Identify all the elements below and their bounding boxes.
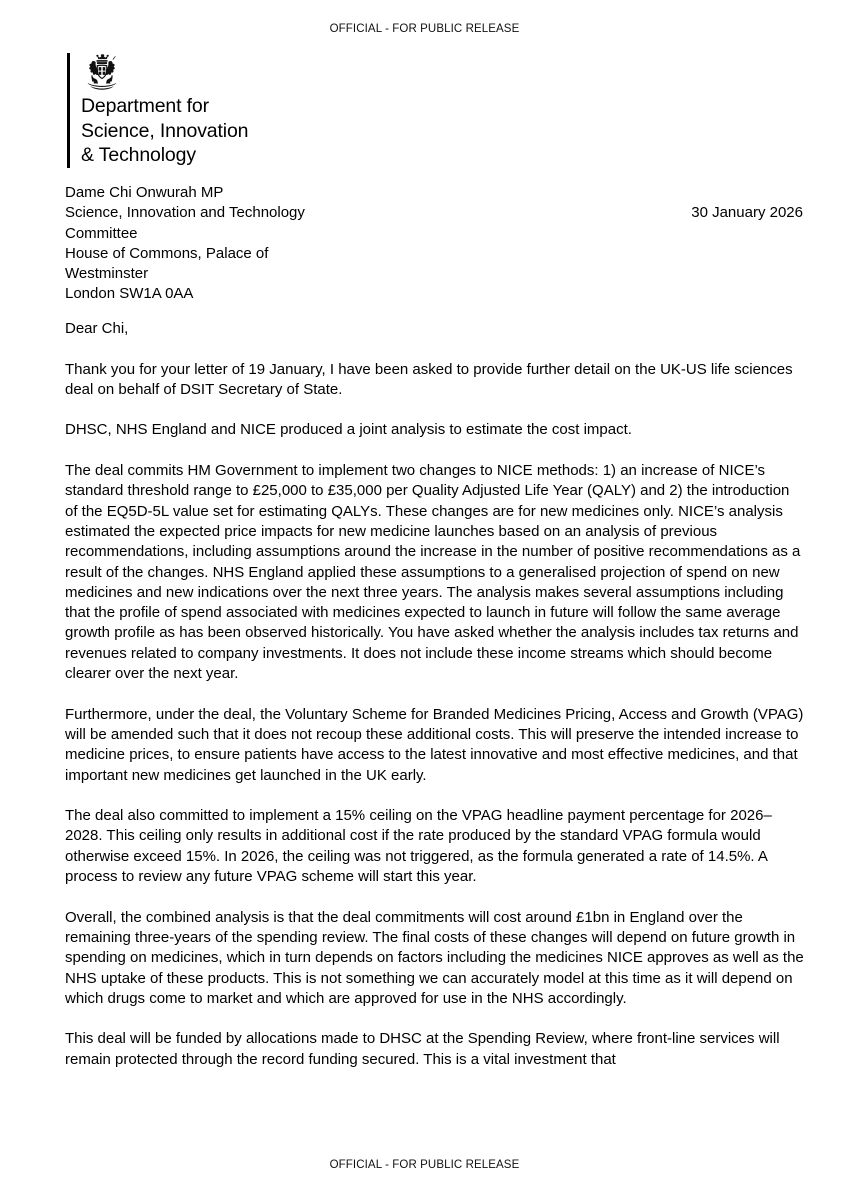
department-name <box>81 94 248 168</box>
department-name-line-2: Science, Innovation <box>81 119 249 142</box>
letterhead-content <box>70 53 248 168</box>
body-paragraph-4: Furthermore, under the deal, the Voluntary Scheme for Branded Medicines Pricing, Access and Growth (VPAG) will be amended such that it does not recoup these additional costs. This will preserve the intended increase to medicine prices, to ensure patients have access to the latest innovative and most effective medicines, and that important new medicines get launched in the UK early. <box>65 705 804 784</box>
salutation: Dear Chi, <box>65 320 129 337</box>
address-line-6: London SW1A 0AA <box>65 285 194 303</box>
address-line-2: Science, Innovation and Technology <box>65 204 305 222</box>
department-letterhead <box>67 53 248 168</box>
body-paragraph-2: DHSC, NHS England and NICE produced a joint analysis to estimate the cost impact. <box>65 421 632 439</box>
uk-royal-coat-of-arms-icon <box>81 53 123 91</box>
body-paragraph-6: Overall, the combined analysis is that the deal commitments will cost around £1bn in England over the remaining three-years of the spending review. The final costs of these changes will depend on future growth in spending on medicines, which in turn depends on factors including the medicines NICE approves as well as the NHS uptake of these products. This is not something we can accurately model at this time as it will depend on which drugs come to market and which are approved for use in the NHS accordingly. <box>65 908 804 1007</box>
classification-footer: OFFICIAL - FOR PUBLIC RELEASE <box>329 1159 520 1171</box>
address-line-5: Westminster <box>65 265 149 283</box>
letter-body <box>65 319 805 1070</box>
body-paragraph-7: This deal will be funded by allocations made to DHSC at the Spending Review, where front-line services will remain protected through the record funding secured. This is a vital investment that <box>65 1030 780 1068</box>
body-paragraph-1: Thank you for your letter of 19 January, I have been asked to provide further detail on the UK-US life sciences deal on behalf of DSIT Secretary of State. <box>65 360 793 398</box>
classification-header: OFFICIAL - FOR PUBLIC RELEASE <box>329 23 520 35</box>
body-paragraph-3: The deal commits HM Government to implement two changes to NICE methods: 1) an increase of NICE’s standard threshold range to £25,000 to £35,000 per Quality Adjusted Life Year (QALY) and 2) the introduction of the EQ5D-5L value set for estimating QALYs. These changes are for new medicines only. NICE’s analysis estimated the expected price impacts for new medicine launches based on an analysis of previous recommendations, including assumptions around the increase in the number of positive recommendations as a result of the changes. NHS England applied these assumptions to a generalised projection of spend on new medicines and new indications over the next three years. The analysis makes several assumptions including that the profile of spend associated with medicines expected to launch in future will follow the same average growth profile as has been observed historically. You have asked whether the analysis includes tax returns and revenues related to company investments. It does not include these income streams which should become clearer over the next year. <box>65 462 801 683</box>
address-line-4: House of Commons, Palace of <box>65 244 269 262</box>
department-name-line-3: & Technology <box>81 144 196 166</box>
address-line-3: Committee <box>65 224 138 242</box>
recipient-address <box>65 183 305 305</box>
department-name-line-1: Department for <box>81 95 209 117</box>
body-paragraph-5: The deal also committed to implement a 15% ceiling on the VPAG headline payment percentage for 2026–2028. This ceiling only results in additional cost if the rate produced by the standard VPAG formula would otherwise exceed 15%. In 2026, the ceiling was not triggered, as the formula generated a rate of 14.5%. A process to review any future VPAG scheme will start this year. <box>65 807 772 886</box>
letter-date: 30 January 2026 <box>691 204 803 222</box>
address-line-1: Dame Chi Onwurah MP <box>65 184 224 201</box>
address-date-row <box>65 183 803 305</box>
